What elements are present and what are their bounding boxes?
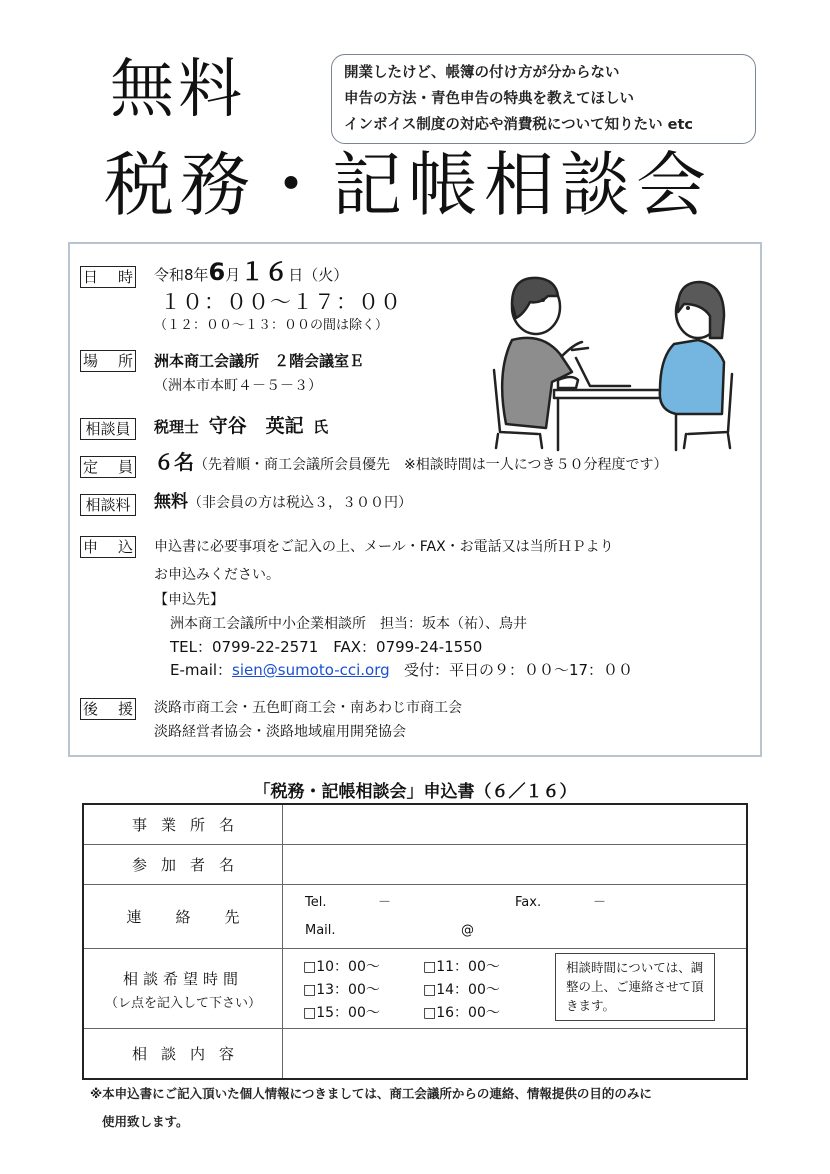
- contact-field[interactable]: [283, 885, 746, 948]
- contact-org: 洲本商工会議所中小企業相談所 担当：坂本（祐）、鳥井: [170, 616, 527, 632]
- slot-1600[interactable]: □16：00～: [423, 1005, 500, 1021]
- concern-3: インボイス制度の対応や消費税について知りたい etc: [344, 117, 693, 133]
- apply-line1: 申込書に必要事項をご記入の上、メール・FAX・お電話又は当所ＨＰより: [154, 539, 614, 555]
- consultation-illustration: [478, 262, 748, 452]
- page-title: 税務・記帳相談会: [104, 144, 712, 226]
- venue: 洲本商工会議所 ２階会議室Ｅ: [154, 352, 365, 370]
- support-line1: 淡路市商工会・五色町商工会・南あわじ市商工会: [154, 700, 462, 716]
- concerns-speech-box: [331, 54, 756, 144]
- slot-1100[interactable]: □11：00～: [423, 959, 500, 975]
- fee: 無料（非会員の方は税込３，３００円）: [154, 492, 412, 512]
- label-support: 後 援: [80, 698, 136, 720]
- event-date: 令和8年6月１６日（火）: [154, 258, 349, 286]
- support-line2: 淡路経営者協会・淡路地域雇用開発協会: [154, 724, 406, 740]
- title-free: 無料: [110, 53, 246, 127]
- slot-1500[interactable]: □15：00～: [303, 1005, 380, 1021]
- contact-tel-fax: TEL：0799-22-2571 FAX：0799-24-1550: [170, 638, 483, 656]
- form-row-content: [84, 1028, 746, 1078]
- slot-1300[interactable]: □13：00～: [303, 982, 380, 998]
- apply-line2: お申込みください。: [154, 567, 280, 583]
- slot-1000[interactable]: □10：00～: [303, 959, 380, 975]
- business-name-label: 事業所名: [84, 805, 283, 844]
- event-time-excluded: （１２：００～１３：００の間は除く）: [154, 318, 389, 333]
- fax-label: Fax.: [515, 895, 542, 910]
- capacity: ６名（先着順・商工会議所会員優先 ※相談時間は一人につき５０分程度です）: [154, 450, 668, 474]
- email-link[interactable]: sien@sumoto-cci.org: [232, 661, 390, 679]
- concern-2: 申告の方法・青色申告の特典を教えてほしい: [344, 91, 634, 107]
- form-row-business: [84, 805, 746, 844]
- label-consultant: 相談員: [80, 418, 136, 440]
- label-capacity: 定 員: [80, 456, 136, 478]
- form-row-time: [84, 948, 746, 1028]
- form-title: 「税務・記帳相談会」申込書（６／１６）: [253, 782, 577, 802]
- participant-field[interactable]: [283, 845, 746, 884]
- form-row-contact: [84, 884, 746, 948]
- time-slots: [283, 949, 746, 1028]
- time-pref-label: 相談希望時間 （レ点を記入して下さい）: [84, 949, 283, 1028]
- time-note: 相談時間については、調整の上、ご連絡させて頂きます。: [555, 953, 715, 1021]
- form-row-participant: [84, 844, 746, 884]
- slot-1400[interactable]: □14：00～: [423, 982, 500, 998]
- consultant: 税理士 守谷 英記 氏: [154, 415, 329, 437]
- fax-dash: －: [593, 895, 607, 910]
- mail-label: Mail.: [305, 923, 336, 938]
- contact-label: 連絡先: [84, 885, 283, 948]
- tel-dash: －: [378, 895, 392, 910]
- mail-at: @: [461, 923, 474, 938]
- label-datetime: 日 時: [80, 266, 136, 288]
- label-apply: 申 込: [80, 536, 136, 558]
- label-fee: 相談料: [80, 494, 136, 516]
- privacy-footnote: ※本申込書にご記入頂いた個人情報につきましては、商工会議所からの連絡、情報提供の目的のみに 使用致します。: [90, 1086, 652, 1129]
- event-time: １０：００～１７：００: [160, 290, 402, 314]
- contact-heading: 【申込先】: [154, 592, 224, 608]
- contact-email-row: E-mail：sien@sumoto-cci.org 受付：平日の９：００～17：００: [170, 661, 634, 679]
- content-field[interactable]: [283, 1029, 746, 1078]
- participant-label: 参加者名: [84, 845, 283, 884]
- venue-address: （洲本市本町４－５－３）: [154, 378, 322, 394]
- tel-label: Tel.: [305, 895, 327, 910]
- business-name-field[interactable]: [283, 805, 746, 844]
- concern-1: 開業したけど、帳簿の付け方が分からない: [344, 65, 620, 81]
- content-label: 相談内容: [84, 1029, 283, 1078]
- label-place: 場 所: [80, 350, 136, 372]
- application-form: [82, 803, 748, 1080]
